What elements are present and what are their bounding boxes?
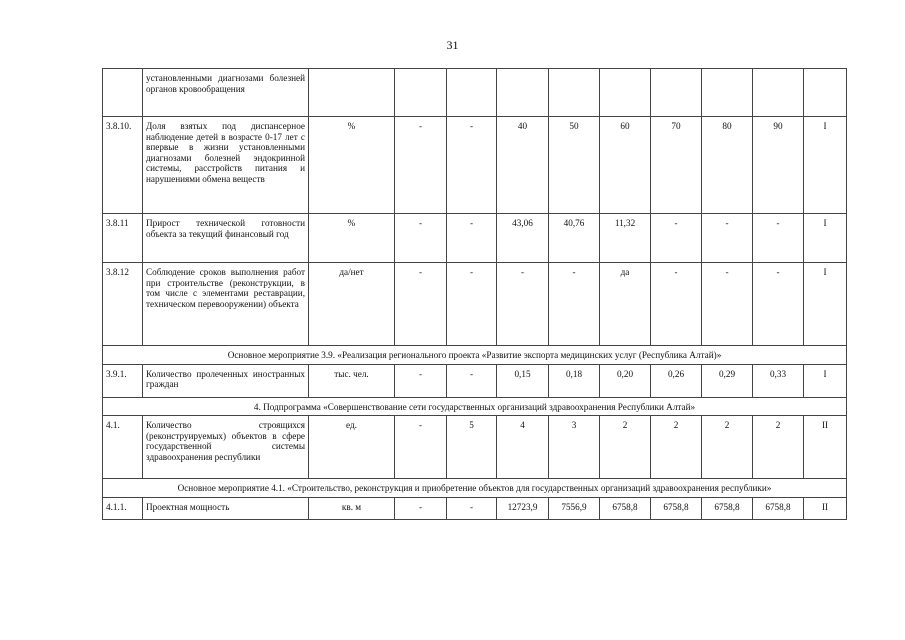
value-cell: 7556,9 [549, 497, 600, 519]
value-cell: 0,20 [600, 364, 651, 397]
value-cell [447, 69, 497, 117]
value-cell: - [395, 117, 447, 214]
value-cell: - [702, 214, 753, 263]
value-cell: 0,33 [753, 364, 804, 397]
value-cell: - [447, 117, 497, 214]
value-cell [600, 69, 651, 117]
row-number: 3.9.1. [103, 364, 143, 397]
group-cell: I [804, 364, 847, 397]
value-cell: 0,29 [702, 364, 753, 397]
value-cell: 4 [497, 416, 549, 479]
value-cell: - [549, 263, 600, 346]
value-cell: - [395, 416, 447, 479]
value-cell: - [497, 263, 549, 346]
value-cell: 43,06 [497, 214, 549, 263]
unit-cell: % [309, 117, 395, 214]
value-cell: - [395, 364, 447, 397]
section-row [103, 397, 847, 416]
value-cell: - [395, 263, 447, 346]
row-number: 4.1.1. [103, 497, 143, 519]
indicator-name: установленными диагнозами болезней органов кровообращения [143, 69, 309, 117]
value-cell: 3 [549, 416, 600, 479]
section-title: 4. Подпрограмма «Совершенствование сети государственных организаций здравоохранения Республики Алтай» [103, 397, 847, 416]
table-row [103, 117, 847, 214]
value-cell: 60 [600, 117, 651, 214]
table-row [103, 416, 847, 479]
value-cell: - [702, 263, 753, 346]
value-cell: 2 [702, 416, 753, 479]
value-cell: 90 [753, 117, 804, 214]
value-cell: 2 [651, 416, 702, 479]
table-row [103, 263, 847, 346]
section-row [103, 479, 847, 498]
group-cell: II [804, 497, 847, 519]
value-cell: 6758,8 [651, 497, 702, 519]
group-cell: I [804, 117, 847, 214]
group-cell: I [804, 263, 847, 346]
value-cell [549, 69, 600, 117]
value-cell: 0,15 [497, 364, 549, 397]
value-cell [651, 69, 702, 117]
value-cell: - [651, 263, 702, 346]
value-cell: 80 [702, 117, 753, 214]
unit-cell: да/нет [309, 263, 395, 346]
value-cell: - [753, 263, 804, 346]
value-cell: - [447, 497, 497, 519]
unit-cell: ед. [309, 416, 395, 479]
indicator-name: Прирост технической готовности объекта за текущий финансовый год [143, 214, 309, 263]
value-cell: 40,76 [549, 214, 600, 263]
unit-cell: кв. м [309, 497, 395, 519]
value-cell: 0,26 [651, 364, 702, 397]
row-number [103, 69, 143, 117]
value-cell: 6758,8 [600, 497, 651, 519]
value-cell: 2 [600, 416, 651, 479]
group-cell: I [804, 214, 847, 263]
group-cell [804, 69, 847, 117]
row-number: 3.8.11 [103, 214, 143, 263]
value-cell: - [447, 263, 497, 346]
indicator-name: Доля взятых под диспансерное наблюдение детей в возрасте 0-17 лет с впервые в жизни установленными диагнозами болезней эндокринной системы, расстройств питания и нарушениями обмена веществ [143, 117, 309, 214]
table-row [103, 364, 847, 397]
value-cell: 50 [549, 117, 600, 214]
section-row [103, 346, 847, 365]
value-cell [753, 69, 804, 117]
value-cell: 12723,9 [497, 497, 549, 519]
section-title: Основное мероприятие 4.1. «Строительство, реконструкция и приобретение объектов для государственных организаций здравоохранения республики» [103, 479, 847, 498]
value-cell: 5 [447, 416, 497, 479]
page-number: 31 [446, 38, 459, 52]
value-cell [497, 69, 549, 117]
value-cell: - [395, 497, 447, 519]
value-cell: 0,18 [549, 364, 600, 397]
value-cell: - [447, 364, 497, 397]
value-cell: да [600, 263, 651, 346]
value-cell [395, 69, 447, 117]
value-cell: - [753, 214, 804, 263]
indicator-name: Количество строящихся (реконструируемых) объектов в сфере государственной системы здравоохранения республики [143, 416, 309, 479]
indicator-name: Соблюдение сроков выполнения работ при строительстве (реконструкции, в том числе с элементами реставрации, техническом перевооружении) объекта [143, 263, 309, 346]
section-title: Основное мероприятие 3.9. «Реализация регионального проекта «Развитие экспорта медицинских услуг (Республика Алтай)» [103, 346, 847, 365]
row-number: 3.8.10. [103, 117, 143, 214]
row-number: 4.1. [103, 416, 143, 479]
indicators-table [102, 68, 847, 520]
value-cell: 2 [753, 416, 804, 479]
value-cell: 40 [497, 117, 549, 214]
unit-cell: % [309, 214, 395, 263]
value-cell: 6758,8 [753, 497, 804, 519]
value-cell: - [651, 214, 702, 263]
indicator-name: Количество пролеченных иностранных граждан [143, 364, 309, 397]
row-number: 3.8.12 [103, 263, 143, 346]
value-cell: - [447, 214, 497, 263]
unit-cell: тыс. чел. [309, 364, 395, 397]
group-cell: II [804, 416, 847, 479]
table-row [103, 214, 847, 263]
unit-cell [309, 69, 395, 117]
value-cell: 6758,8 [702, 497, 753, 519]
value-cell [702, 69, 753, 117]
value-cell: 70 [651, 117, 702, 214]
value-cell: 11,32 [600, 214, 651, 263]
table-row [103, 69, 847, 117]
value-cell: - [395, 214, 447, 263]
table-row [103, 497, 847, 519]
indicator-name: Проектная мощность [143, 497, 309, 519]
